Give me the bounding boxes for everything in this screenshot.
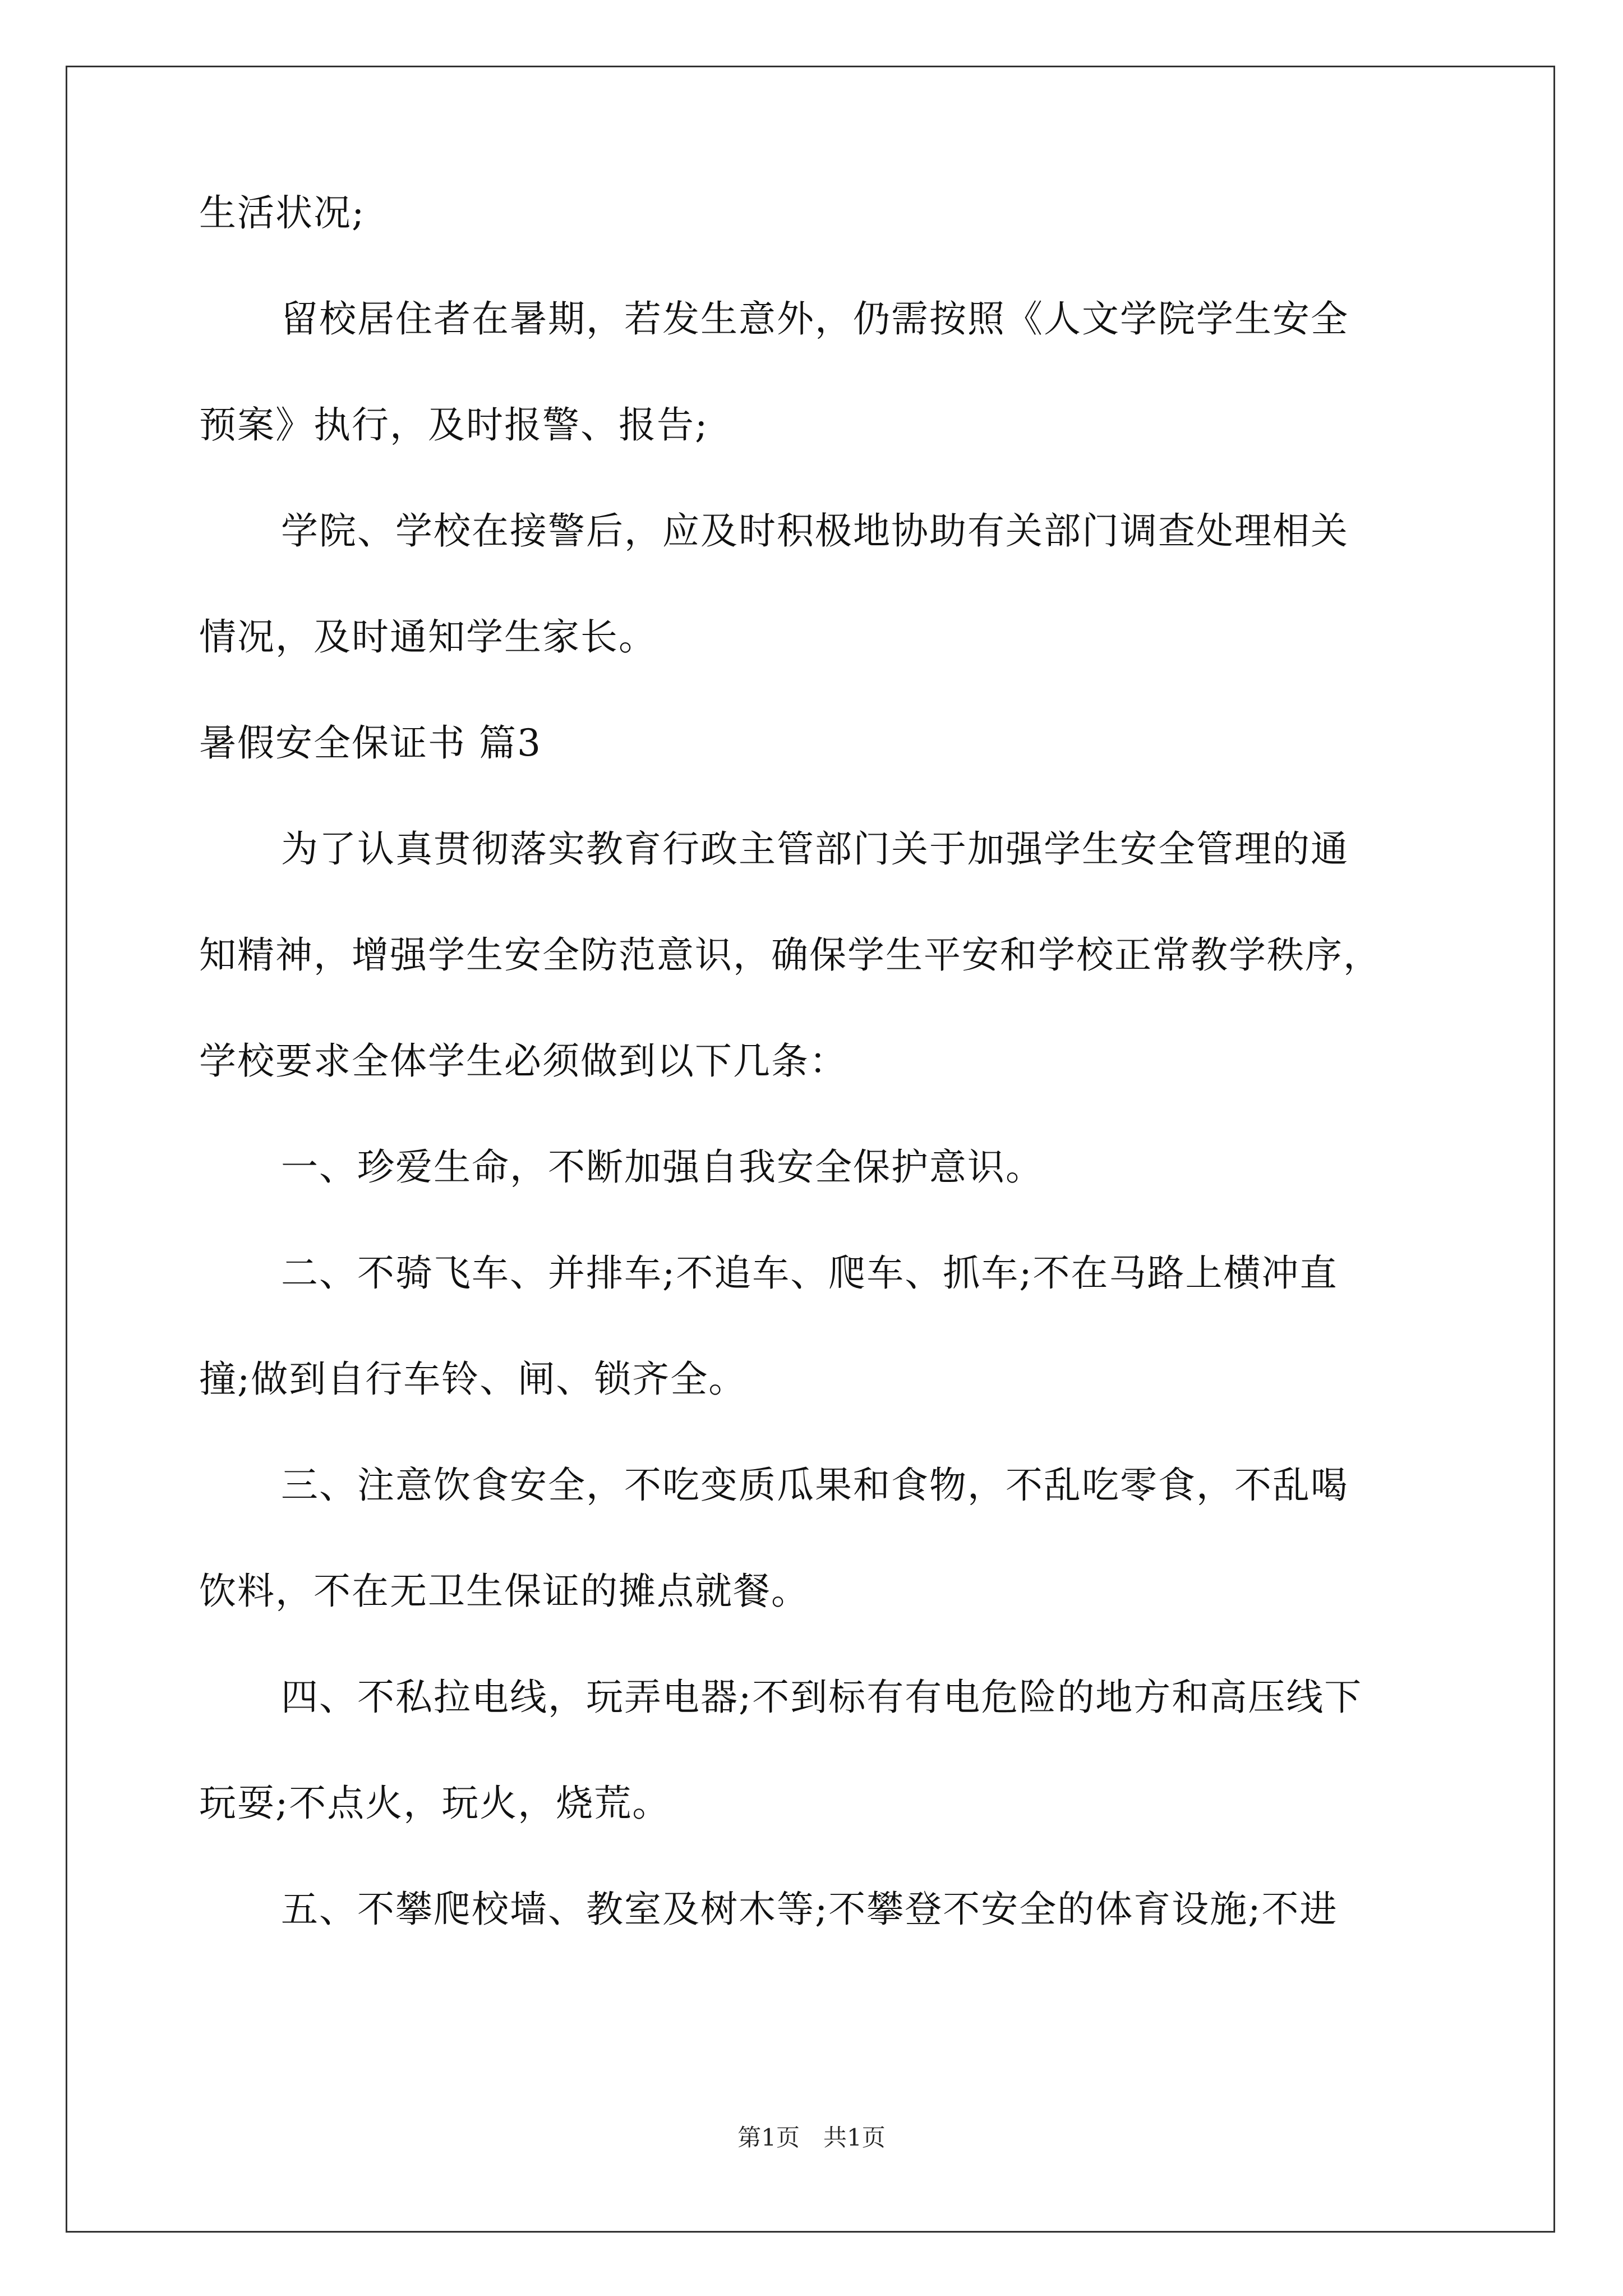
section-heading: 暑假安全保证书 篇3	[199, 721, 542, 765]
text-line: 知精神，增强学生安全防范意识，确保学生平安和学校正常教学秩序，	[199, 933, 1381, 977]
text-line: 留校居住者在暑期，若发生意外，仍需按照《人文学院学生安全	[281, 297, 1349, 341]
text-line: 饮料，不在无卫生保证的摊点就餐。	[199, 1570, 809, 1613]
text-line: 撞;做到自行车铃、闸、锁齐全。	[199, 1358, 747, 1401]
text-line: 生活状况;	[199, 191, 366, 234]
text-line: 预案》执行，及时报警、报告;	[199, 403, 709, 447]
text-line: 一、珍爱生命，不断加强自我安全保护意识。	[281, 1145, 1044, 1189]
text-line: 五、不攀爬校墙、教室及树木等;不攀登不安全的体育设施;不进	[281, 1888, 1338, 1931]
text-line: 三、注意饮食安全，不吃变质瓜果和食物，不乱吃零食，不乱喝	[281, 1464, 1349, 1507]
page-number-footer: 第1页 共1页	[737, 2124, 886, 2151]
text-line: 学校要求全体学生必须做到以下几条：	[199, 1039, 847, 1083]
text-line: 四、不私拉电线，玩弄电器;不到标有有电危险的地方和高压线下	[281, 1676, 1363, 1719]
text-line: 为了认真贯彻落实教育行政主管部门关于加强学生安全管理的通	[281, 827, 1349, 871]
text-line: 二、不骑飞车、并排车;不追车、爬车、抓车;不在马路上横冲直	[281, 1251, 1338, 1295]
text-line: 学院、学校在接警后，应及时积极地协助有关部门调查处理相关	[281, 509, 1349, 553]
text-line: 情况，及时通知学生家长。	[199, 615, 657, 659]
text-line: 玩耍;不点火，玩火，烧荒。	[199, 1782, 671, 1825]
